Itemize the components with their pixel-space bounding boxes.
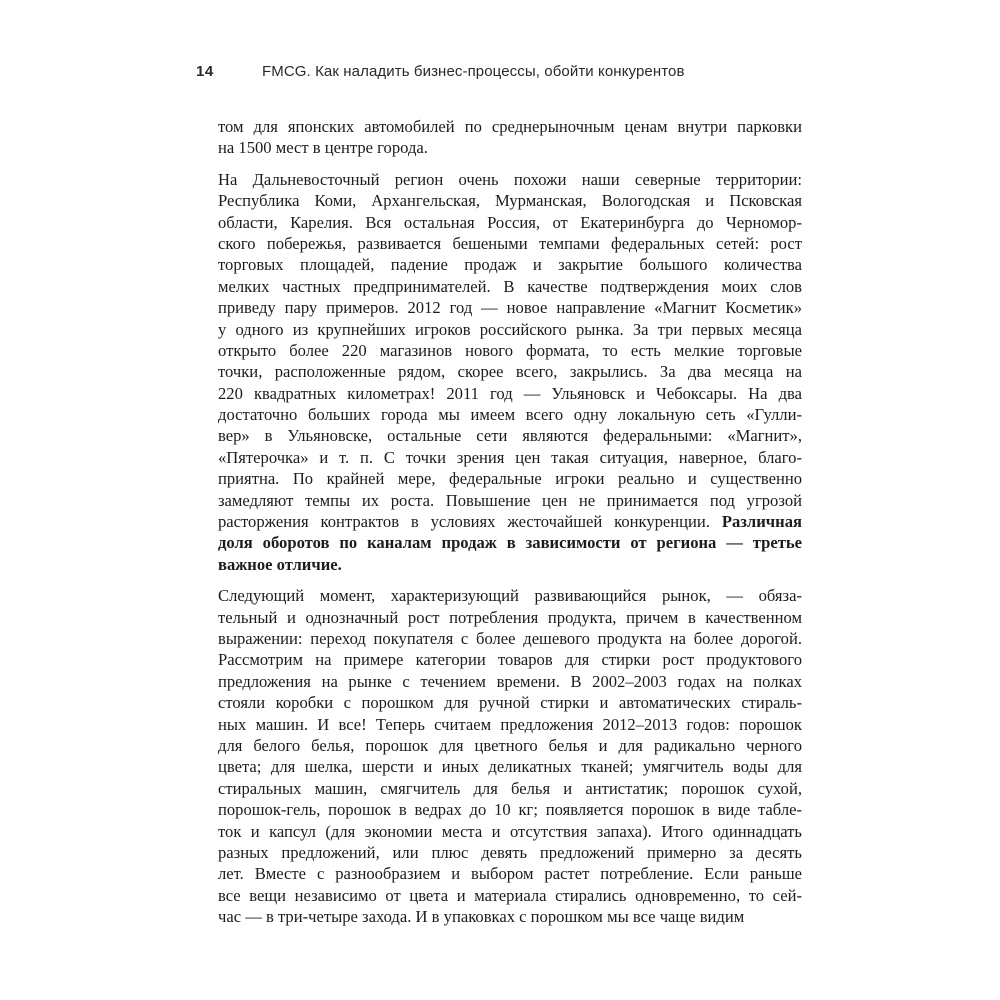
text-line xyxy=(218,842,802,863)
text-line xyxy=(218,628,802,649)
line-text: вер» в Ульяновске, остальные сети являются федеральными: «Магнит», xyxy=(218,426,802,446)
text-line xyxy=(218,116,802,137)
text-line xyxy=(218,383,802,404)
paragraph xyxy=(218,116,802,159)
line-text: у одного из крупнейших игроков российского рынка. За три первых месяца xyxy=(218,319,802,339)
text-line xyxy=(218,340,802,361)
line-text: области, Карелия. Вся остальная Россия, от Екатеринбурга до Черномор- xyxy=(218,212,802,232)
text-line xyxy=(218,425,802,446)
line-text: порошок-гель, порошок в ведрах до 10 кг; появляется порошок в виде табле- xyxy=(218,800,802,820)
line-text: расторжения контрактов в условиях жесточайшей конкуренции. xyxy=(218,512,722,532)
page-number: 14 xyxy=(196,63,214,80)
line-text: Следующий момент, характеризующий развивающийся рынок, — обяза- xyxy=(218,586,802,606)
line-text: цвета; для шелка, шерсти и иных деликатных тканей; умягчитель воды для xyxy=(218,757,802,777)
text-line xyxy=(218,607,802,628)
line-text: ского побережья, развивается бешеными темпами федеральных сетей: рост xyxy=(218,233,802,253)
line-text: достаточно больших города мы имеем всего одну локальную сеть «Гулли- xyxy=(218,405,802,425)
text-line xyxy=(218,756,802,777)
text-line xyxy=(218,671,802,692)
line-text: приведу пару примеров. 2012 год — новое направление «Магнит Косметик» xyxy=(218,298,802,318)
line-text: тельный и однозначный рост потребления продукта, причем в качественном xyxy=(218,607,802,627)
text-line xyxy=(218,554,802,575)
line-text: 220 квадратных километрах! 2011 год — Ульяновск и Чебоксары. На два xyxy=(218,383,802,403)
text-line xyxy=(218,447,802,468)
line-text: ных машин. И все! Теперь считаем предложения 2012–2013 годов: порошок xyxy=(218,714,802,734)
line-text: для белого белья, порошок для цветного белья и для радикально черного xyxy=(218,735,802,755)
text-line xyxy=(218,297,802,318)
line-text: «Пятерочка» и т. п. С точки зрения цен такая ситуация, наверное, благо- xyxy=(218,447,802,467)
body-text xyxy=(218,116,802,927)
text-line xyxy=(218,585,802,606)
line-text: точки, расположенные рядом, скорее всего, закрылись. За два месяца на xyxy=(218,362,802,382)
text-line xyxy=(218,137,802,158)
text-line xyxy=(218,821,802,842)
bold-emphasis: важное отличие. xyxy=(218,554,342,574)
line-text: стиральных машин, смягчитель для белья и антистатик; порошок сухой, xyxy=(218,778,802,798)
line-text: час — в три-четыре захода. И в упаковках с порошком мы все чаще видим xyxy=(218,907,745,927)
text-line xyxy=(218,404,802,425)
text-line xyxy=(218,169,802,190)
line-text: предложения на рынке с течением времени. В 2002–2003 годах на полках xyxy=(218,671,802,691)
text-line xyxy=(218,649,802,670)
line-text: Рассмотрим на примере категории товаров для стирки рост продуктового xyxy=(218,650,802,670)
running-header xyxy=(196,61,816,83)
line-text: выражении: переход покупателя с более дешевого продукта на более дорогой. xyxy=(218,628,802,648)
text-line xyxy=(218,511,802,532)
text-line xyxy=(218,190,802,211)
line-text: разных предложений, или плюс девять предложений примерно за десять xyxy=(218,842,802,862)
text-line xyxy=(218,276,802,297)
book-title: FMCG. Как наладить бизнес-процессы, обойти конкурентов xyxy=(262,63,685,80)
line-text: лет. Вместе с разнообразием и выбором растет потребление. Если раньше xyxy=(218,864,802,884)
text-line xyxy=(218,490,802,511)
text-line xyxy=(218,692,802,713)
bold-emphasis: доля оборотов по каналам продаж в зависимости от региона — третье xyxy=(218,533,802,553)
text-line xyxy=(218,906,802,927)
text-line xyxy=(218,799,802,820)
line-text: приятна. По крайней мере, федеральные игроки реально и существенно xyxy=(218,469,802,489)
text-line xyxy=(218,254,802,275)
line-text: том для японских автомобилей по среднерыночным ценам внутри парковки xyxy=(218,117,802,136)
text-line xyxy=(218,778,802,799)
text-line xyxy=(218,885,802,906)
line-text: замедляют темпы их роста. Повышение цен не принимается под угрозой xyxy=(218,490,802,510)
line-text: мелких частных предпринимателей. В качестве подтверждения моих слов xyxy=(218,276,802,296)
text-line xyxy=(218,361,802,382)
text-line xyxy=(218,735,802,756)
paragraph xyxy=(218,169,802,575)
line-text: ток и капсул (для экономии места и отсутствия запаха). Итого одиннадцать xyxy=(218,821,802,841)
line-text: Республика Коми, Архангельская, Мурманская, Вологодская и Псковская xyxy=(218,191,802,211)
line-text: На Дальневосточный регион очень похожи наши северные территории: xyxy=(218,169,802,189)
line-text: на 1500 мест в центре города. xyxy=(218,138,428,158)
line-text: торговых площадей, падение продаж и закрытие большого количества xyxy=(218,255,802,275)
text-line xyxy=(218,319,802,340)
line-text: стояли коробки с порошком для ручной стирки и автоматических стираль- xyxy=(218,693,802,713)
text-line xyxy=(218,233,802,254)
text-line xyxy=(218,468,802,489)
text-line xyxy=(218,212,802,233)
paragraph xyxy=(218,585,802,927)
text-line xyxy=(218,714,802,735)
line-text: открыто более 220 магазинов нового формата, то есть мелкие торговые xyxy=(218,340,802,360)
line-text: все вещи независимо от цвета и материала стирались одновременно, то сей- xyxy=(218,885,802,905)
text-line xyxy=(218,863,802,884)
bold-emphasis: Различная xyxy=(721,512,802,532)
text-line xyxy=(218,532,802,553)
